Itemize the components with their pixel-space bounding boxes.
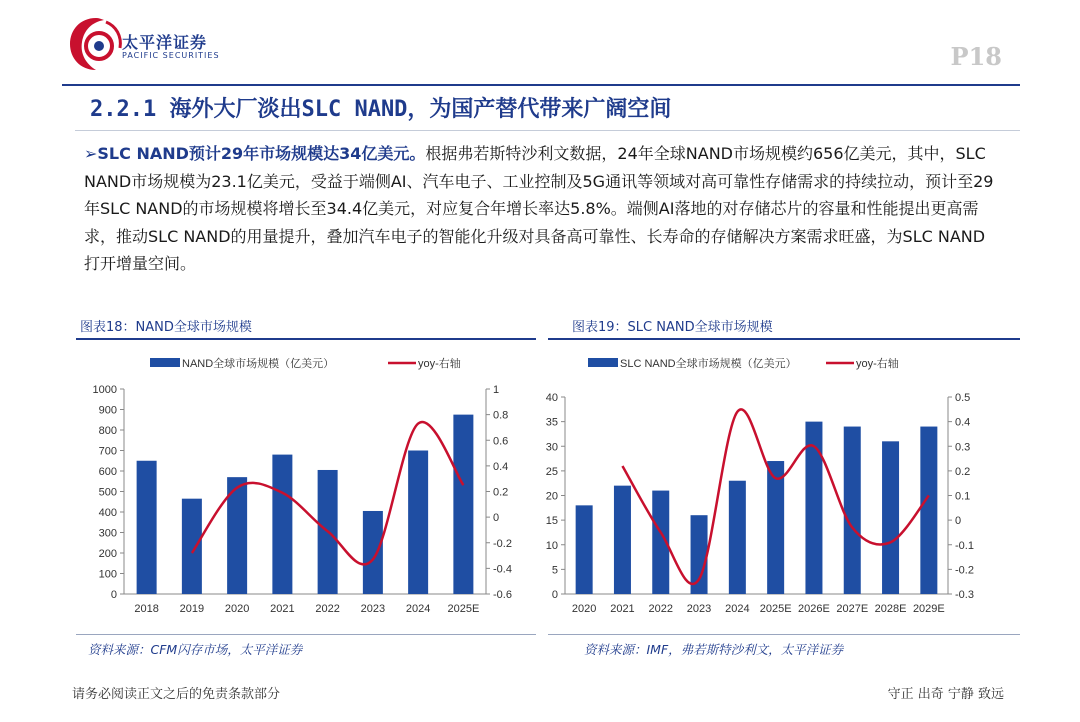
- y-tick-label: 200: [98, 548, 117, 560]
- x-tick-label: 2023: [686, 603, 712, 615]
- figure-19-top-rule: [548, 338, 1020, 340]
- y2-tick-label: -0.2: [955, 564, 974, 577]
- paragraph-lead: SLC NAND预计29年市场规模达34亿美元。: [97, 144, 426, 163]
- y-tick-label: 30: [545, 441, 558, 454]
- figure-19-source: 资料来源：IMF，弗若斯特沙利文，太平洋证券: [584, 642, 844, 657]
- y2-tick-label: 0.6: [493, 435, 509, 448]
- y-tick-label: 15: [545, 515, 558, 528]
- y-tick-label: 400: [98, 507, 117, 519]
- legend-bar-label: NAND全球市场规模（亿美元）: [182, 358, 335, 370]
- y-tick-label: 35: [545, 416, 558, 429]
- bar: [182, 499, 202, 594]
- x-tick-label: 2027E: [836, 603, 869, 615]
- bar: [576, 505, 593, 594]
- y-tick-label: 40: [545, 392, 558, 404]
- legend-bar-swatch: [150, 358, 180, 367]
- x-tick-label: 2023: [360, 603, 386, 615]
- x-tick-label: 2021: [270, 603, 295, 615]
- bullet-arrow-icon: ➢: [84, 144, 98, 163]
- legend-line-label: yoy-右轴: [418, 358, 461, 370]
- bar: [363, 511, 383, 594]
- x-tick-label: 2028E: [874, 603, 907, 615]
- bar: [453, 415, 473, 594]
- pacific-securities-logo: [66, 14, 126, 74]
- legend-bar-swatch: [588, 358, 618, 367]
- legend-line-label: yoy-右轴: [856, 358, 899, 370]
- x-tick-label: 2022: [648, 603, 673, 615]
- bar: [614, 486, 631, 594]
- x-tick-label: 2018: [134, 603, 159, 615]
- bar: [882, 441, 899, 594]
- y2-tick-label: 0.4: [955, 416, 971, 429]
- x-tick-label: 2021: [610, 603, 635, 615]
- y-tick-label: 700: [98, 445, 117, 458]
- footer-disclaimer: 请务必阅读正文之后的免责条款部分: [72, 687, 281, 702]
- y2-tick-label: 0.4: [493, 460, 509, 473]
- x-tick-label: 2019: [179, 603, 205, 615]
- bar: [408, 451, 428, 595]
- y2-tick-label: 0.1: [955, 490, 971, 503]
- figure-18-source: 资料来源：CFM闪存市场，太平洋证券: [88, 642, 303, 657]
- header-divider: [62, 84, 1020, 86]
- figure-18-bottom-rule: [76, 634, 536, 635]
- body-paragraph: [84, 140, 996, 278]
- x-tick-label: 2025E: [759, 603, 792, 615]
- x-tick-label: 2024: [725, 603, 750, 615]
- y-tick-label: 0: [551, 589, 558, 601]
- footer-motto: 守正 出奇 宁静 致远: [887, 687, 1004, 702]
- bar: [137, 461, 157, 594]
- y-tick-label: 500: [98, 486, 117, 499]
- x-tick-label: 2026E: [798, 603, 830, 615]
- y2-tick-label: 0.8: [493, 409, 509, 422]
- y2-tick-label: -0.2: [493, 537, 512, 550]
- y-tick-label: 5: [551, 564, 558, 577]
- y-tick-label: 1000: [92, 384, 117, 396]
- y-tick-label: 25: [545, 465, 558, 478]
- figure-18-title: 图表18：NAND全球市场规模: [80, 320, 252, 335]
- chart-slc-nand-market: [545, 345, 1020, 630]
- bar: [729, 481, 746, 594]
- page-number: P18: [950, 42, 1002, 71]
- y2-tick-label: 1: [493, 384, 500, 396]
- bar: [767, 461, 784, 594]
- legend-bar-label: SLC NAND全球市场规模（亿美元）: [620, 358, 797, 370]
- brand-name-cn: 太平洋证券: [122, 33, 208, 52]
- y2-tick-label: 0: [955, 515, 962, 528]
- y2-tick-label: -0.6: [493, 589, 512, 601]
- bar: [844, 427, 861, 594]
- figure-19-title: 图表19：SLC NAND全球市场规模: [572, 320, 773, 335]
- y-tick-label: 300: [98, 527, 117, 540]
- y2-tick-label: 0.3: [955, 441, 971, 454]
- section-divider: [75, 130, 1020, 131]
- x-tick-label: 2025E: [447, 603, 480, 615]
- y2-tick-label: -0.3: [955, 589, 974, 601]
- y-tick-label: 20: [545, 490, 558, 503]
- x-tick-label: 2022: [315, 603, 340, 615]
- y2-tick-label: 0.5: [955, 392, 971, 404]
- section-title: 2.2.1 海外大厂淡出SLC NAND，为国产替代带来广阔空间: [90, 97, 672, 122]
- brand-name-en: PACIFIC SECURITIES: [122, 51, 220, 60]
- y-tick-label: 10: [545, 539, 558, 552]
- page-header: [0, 0, 1080, 86]
- y2-tick-label: 0.2: [493, 486, 509, 499]
- x-tick-label: 2029E: [912, 603, 945, 615]
- y-tick-label: 900: [98, 404, 117, 417]
- y-tick-label: 600: [98, 466, 117, 478]
- bar: [920, 427, 937, 594]
- y2-tick-label: -0.4: [493, 563, 512, 576]
- y-tick-label: 800: [98, 425, 117, 437]
- y-tick-label: 100: [98, 568, 117, 581]
- x-tick-label: 2020: [224, 603, 250, 615]
- y-tick-label: 0: [110, 589, 117, 601]
- paragraph-body: 根据弗若斯特沙利文数据，24年全球NAND市场规模约656亿美元，其中，SLC NAND市场规模为23.1亿美元，受益于端侧AI、汽车电子、工业控制及5G通讯等领域对高可靠性存储需求的持续拉动，预计至29年SLC NAND的市场规模将增长至34.4亿美元，对应复合年增长率达5.8%。端侧AI落地的对存储芯片的容量和性能提出更高需求，推动SLC NAND的用量提升，叠加汽车电子的智能化升级对具备高可靠性、长寿命的存储解决方案需求旺盛，为SLC NAND打开增量空间。: [84, 144, 994, 273]
- bar: [691, 515, 708, 594]
- chart-nand-market: [76, 345, 536, 630]
- x-tick-label: 2024: [405, 603, 431, 615]
- bar: [272, 455, 292, 594]
- figure-19-bottom-rule: [548, 634, 1020, 635]
- figure-18-top-rule: [76, 338, 536, 340]
- y2-tick-label: -0.1: [955, 539, 974, 552]
- y2-tick-label: 0: [493, 512, 500, 525]
- y2-tick-label: 0.2: [955, 465, 971, 478]
- x-tick-label: 2020: [571, 603, 597, 615]
